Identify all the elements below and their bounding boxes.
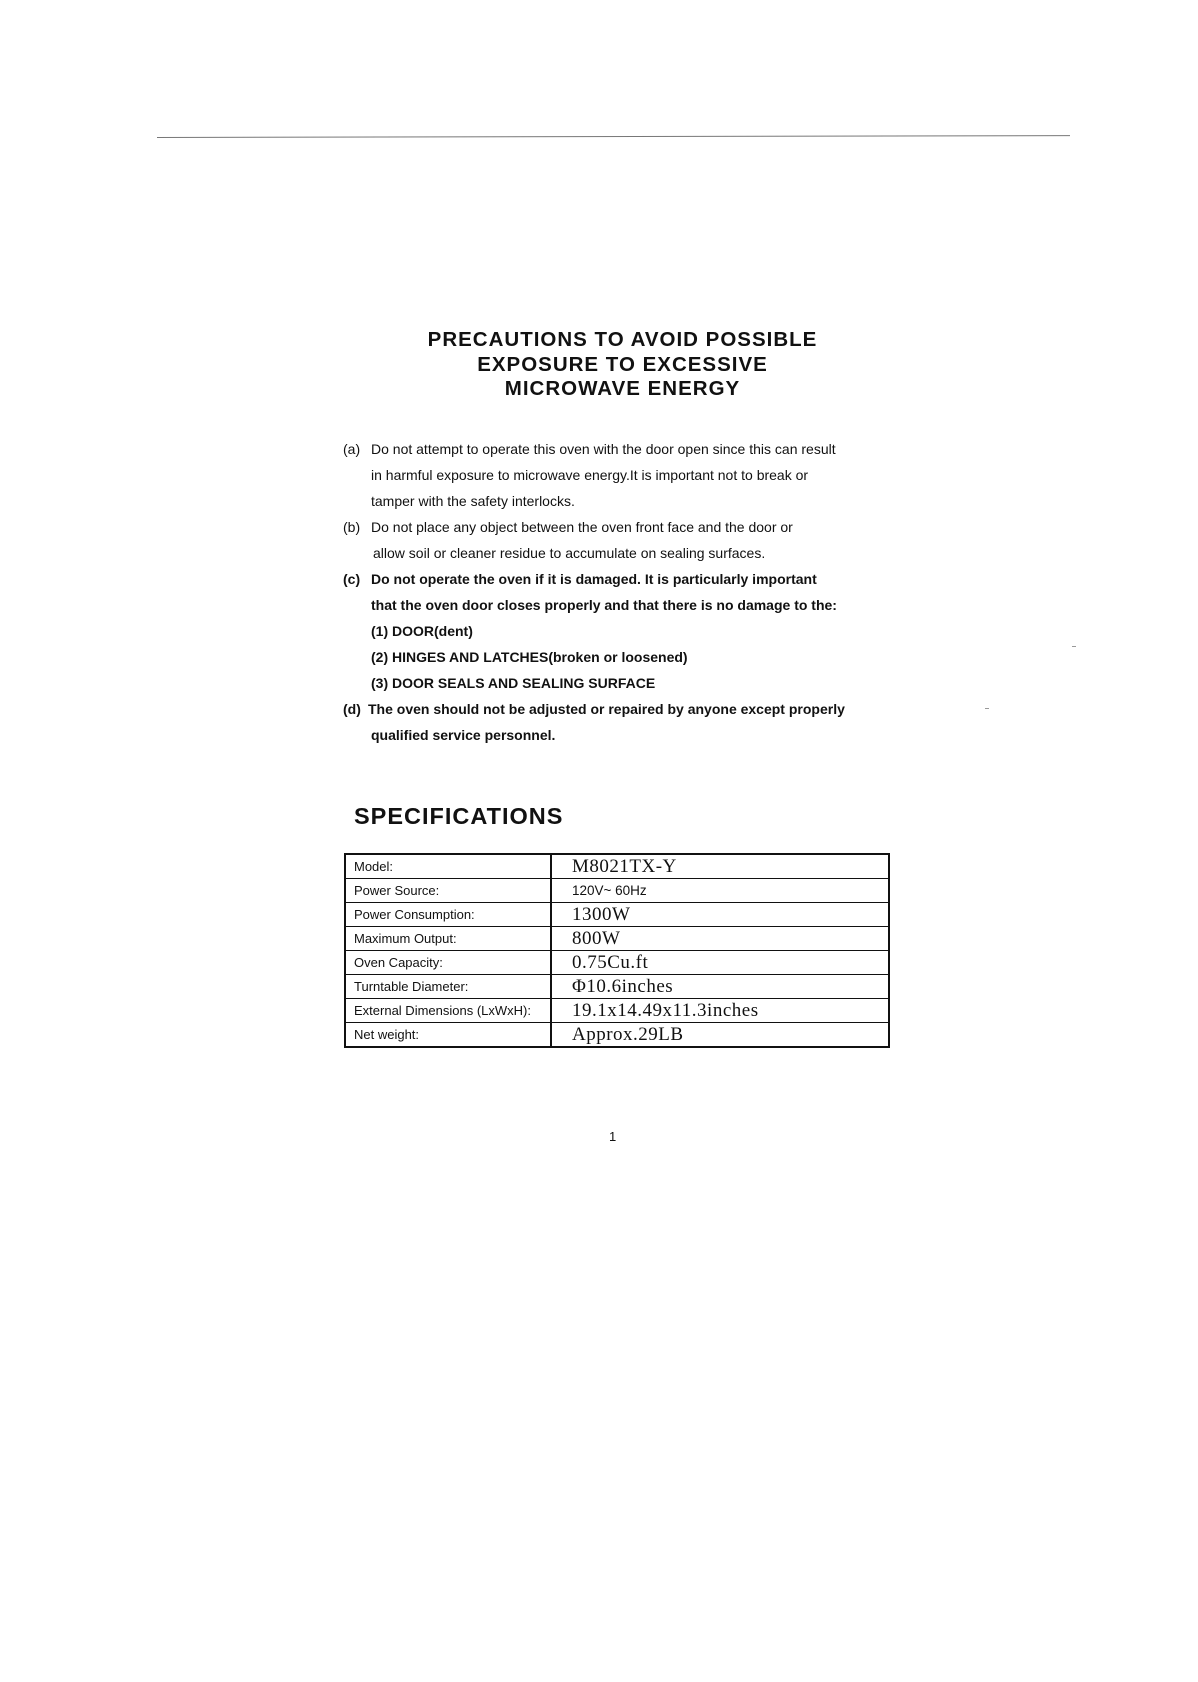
precaution-a-text: tamper with the safety interlocks. — [371, 493, 575, 509]
precaution-a-line — [343, 462, 903, 488]
precaution-c-subitem — [343, 644, 903, 670]
table-row — [345, 951, 889, 975]
precaution-c-text: (2) HINGES AND LATCHES(broken or loosened) — [371, 649, 688, 665]
precaution-b-line — [343, 514, 903, 540]
precaution-c-text: (1) DOOR(dent) — [371, 623, 473, 639]
table-row — [345, 854, 889, 879]
precaution-b-text: Do not place any object between the oven front face and the door or — [371, 519, 793, 535]
spec-label: Maximum Output: — [345, 927, 551, 951]
precaution-d-marker: (d) — [343, 701, 361, 717]
spec-value: 1300W — [551, 903, 889, 927]
precaution-b-marker: (b) — [343, 519, 361, 535]
scan-mark — [1072, 646, 1076, 647]
spec-value: M8021TX-Y — [551, 854, 889, 879]
spec-label: Oven Capacity: — [345, 951, 551, 975]
precaution-c-text: that the oven door closes properly and that there is no damage to the: — [371, 597, 837, 613]
precaution-a-text: Do not attempt to operate this oven with the door open since this can result — [371, 441, 836, 457]
precaution-c-subitem — [343, 670, 903, 696]
table-row — [345, 903, 889, 927]
precaution-a-line — [343, 488, 903, 514]
title-line-2: EXPOSURE TO EXCESSIVE — [477, 352, 768, 376]
scan-mark — [985, 708, 989, 709]
spec-value: Φ10.6inches — [551, 975, 889, 999]
title-line-1: PRECAUTIONS TO AVOID POSSIBLE — [427, 328, 818, 351]
spec-label: Power Source: — [345, 879, 551, 903]
precaution-c-text: Do not operate the oven if it is damaged. It is particularly important — [371, 571, 817, 587]
top-divider-line — [157, 135, 1070, 138]
precaution-c-line — [343, 566, 903, 592]
spec-label: External Dimensions (LxWxH): — [345, 999, 551, 1023]
table-row — [345, 927, 889, 951]
spec-value: 800W — [551, 927, 889, 951]
spec-value: 0.75Cu.ft — [551, 951, 889, 975]
precaution-d-line — [343, 696, 903, 722]
precaution-c-marker: (c) — [343, 571, 361, 587]
spec-value: 19.1x14.49x11.3inches — [551, 999, 889, 1023]
page-number: 1 — [609, 1129, 617, 1144]
precaution-d-line — [343, 722, 903, 748]
spec-label: Model: — [345, 854, 551, 879]
spec-label: Turntable Diameter: — [345, 975, 551, 999]
spec-value: Approx.29LB — [551, 1023, 889, 1048]
precaution-c-text: (3) DOOR SEALS AND SEALING SURFACE — [371, 675, 656, 691]
precaution-b-line — [343, 540, 903, 566]
precaution-a-marker: (a) — [343, 441, 361, 457]
precaution-d-text: The oven should not be adjusted or repaired by anyone except properly — [368, 701, 845, 717]
specifications-heading: SPECIFICATIONS — [354, 803, 564, 829]
table-row — [345, 879, 889, 903]
specifications-table — [344, 853, 890, 1048]
precaution-c-subitem — [343, 618, 903, 644]
page-title — [330, 328, 915, 402]
precaution-a-line — [343, 436, 903, 462]
precaution-c-line — [343, 592, 903, 618]
spec-label: Net weight: — [345, 1023, 551, 1048]
table-row — [345, 1023, 889, 1048]
spec-value: 120V~ 60Hz — [551, 879, 889, 903]
table-row — [345, 975, 889, 999]
spec-label: Power Consumption: — [345, 903, 551, 927]
precaution-b-text: allow soil or cleaner residue to accumulate on sealing surfaces. — [373, 545, 766, 561]
precaution-a-text: in harmful exposure to microwave energy.It is important not to break or — [371, 467, 809, 483]
precaution-d-text: qualified service personnel. — [371, 727, 556, 743]
precautions-list — [343, 436, 903, 748]
table-row — [345, 999, 889, 1023]
title-line-3: MICROWAVE ENERGY — [504, 377, 741, 400]
